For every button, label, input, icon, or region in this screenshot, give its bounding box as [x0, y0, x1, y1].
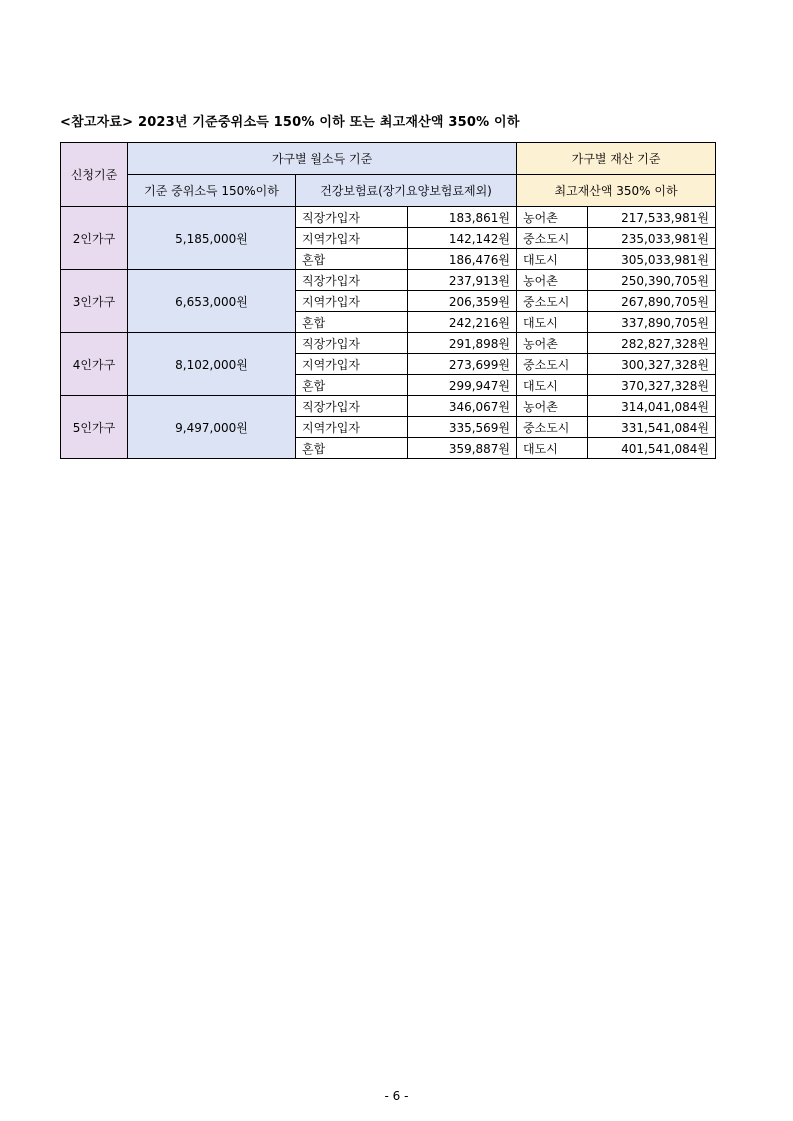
header-asset: 가구별 재산 기준	[517, 143, 716, 175]
table-row	[61, 333, 716, 354]
max-asset-value: 401,541,084원	[588, 438, 716, 459]
area-type: 농어촌	[517, 396, 588, 417]
insurance-premium: 206,359원	[408, 291, 517, 312]
max-asset-value: 217,533,981원	[588, 207, 716, 228]
insurance-premium: 186,476원	[408, 249, 517, 270]
insurance-type: 혼합	[296, 249, 408, 270]
header-median-income: 기준 중위소득 150%이하	[128, 175, 296, 207]
area-type: 대도시	[517, 249, 588, 270]
area-type: 중소도시	[517, 291, 588, 312]
insurance-type: 직장가입자	[296, 207, 408, 228]
area-type: 중소도시	[517, 228, 588, 249]
max-asset-value: 282,827,328원	[588, 333, 716, 354]
household-size: 5인가구	[61, 396, 128, 459]
insurance-premium: 299,947원	[408, 375, 517, 396]
household-size: 2인가구	[61, 207, 128, 270]
max-asset-value: 331,541,084원	[588, 417, 716, 438]
insurance-type: 직장가입자	[296, 396, 408, 417]
insurance-type: 지역가입자	[296, 291, 408, 312]
insurance-premium: 237,913원	[408, 270, 517, 291]
header-health-insurance: 건강보험료(장기요양보험료제외)	[296, 175, 517, 207]
table-row	[61, 207, 716, 228]
insurance-type: 혼합	[296, 438, 408, 459]
household-size: 3인가구	[61, 270, 128, 333]
max-asset-value: 337,890,705원	[588, 312, 716, 333]
max-asset-value: 370,327,328원	[588, 375, 716, 396]
insurance-type: 혼합	[296, 375, 408, 396]
header-max-asset: 최고재산액 350% 이하	[517, 175, 716, 207]
area-type: 대도시	[517, 312, 588, 333]
area-type: 대도시	[517, 375, 588, 396]
max-asset-value: 305,033,981원	[588, 249, 716, 270]
insurance-type: 혼합	[296, 312, 408, 333]
table-row	[61, 270, 716, 291]
area-type: 대도시	[517, 438, 588, 459]
header-row-2	[61, 175, 716, 207]
table-row	[61, 396, 716, 417]
insurance-premium: 242,216원	[408, 312, 517, 333]
median-income-value: 9,497,000원	[128, 396, 296, 459]
insurance-type: 지역가입자	[296, 354, 408, 375]
page-number: - 6 -	[384, 1089, 409, 1103]
household-size: 4인가구	[61, 333, 128, 396]
header-applicant-criteria: 신청기준	[61, 143, 128, 207]
max-asset-value: 250,390,705원	[588, 270, 716, 291]
median-income-value: 6,653,000원	[128, 270, 296, 333]
median-income-value: 8,102,000원	[128, 333, 296, 396]
insurance-type: 지역가입자	[296, 228, 408, 249]
insurance-type: 직장가입자	[296, 270, 408, 291]
max-asset-value: 300,327,328원	[588, 354, 716, 375]
area-type: 중소도시	[517, 417, 588, 438]
area-type: 중소도시	[517, 354, 588, 375]
insurance-premium: 335,569원	[408, 417, 517, 438]
header-row-1	[61, 143, 716, 175]
median-income-value: 5,185,000원	[128, 207, 296, 270]
insurance-type: 지역가입자	[296, 417, 408, 438]
insurance-premium: 273,699원	[408, 354, 517, 375]
max-asset-value: 235,033,981원	[588, 228, 716, 249]
area-type: 농어촌	[517, 333, 588, 354]
insurance-premium: 183,861원	[408, 207, 517, 228]
insurance-premium: 359,887원	[408, 438, 517, 459]
insurance-premium: 291,898원	[408, 333, 517, 354]
area-type: 농어촌	[517, 207, 588, 228]
reference-table	[60, 142, 716, 459]
max-asset-value: 314,041,084원	[588, 396, 716, 417]
insurance-type: 직장가입자	[296, 333, 408, 354]
area-type: 농어촌	[517, 270, 588, 291]
max-asset-value: 267,890,705원	[588, 291, 716, 312]
insurance-premium: 142,142원	[408, 228, 517, 249]
header-monthly-income: 가구별 월소득 기준	[128, 143, 517, 175]
insurance-premium: 346,067원	[408, 396, 517, 417]
document-title: <참고자료> 2023년 기준중위소득 150% 이하 또는 최고재산액 350% 이하	[60, 115, 520, 130]
